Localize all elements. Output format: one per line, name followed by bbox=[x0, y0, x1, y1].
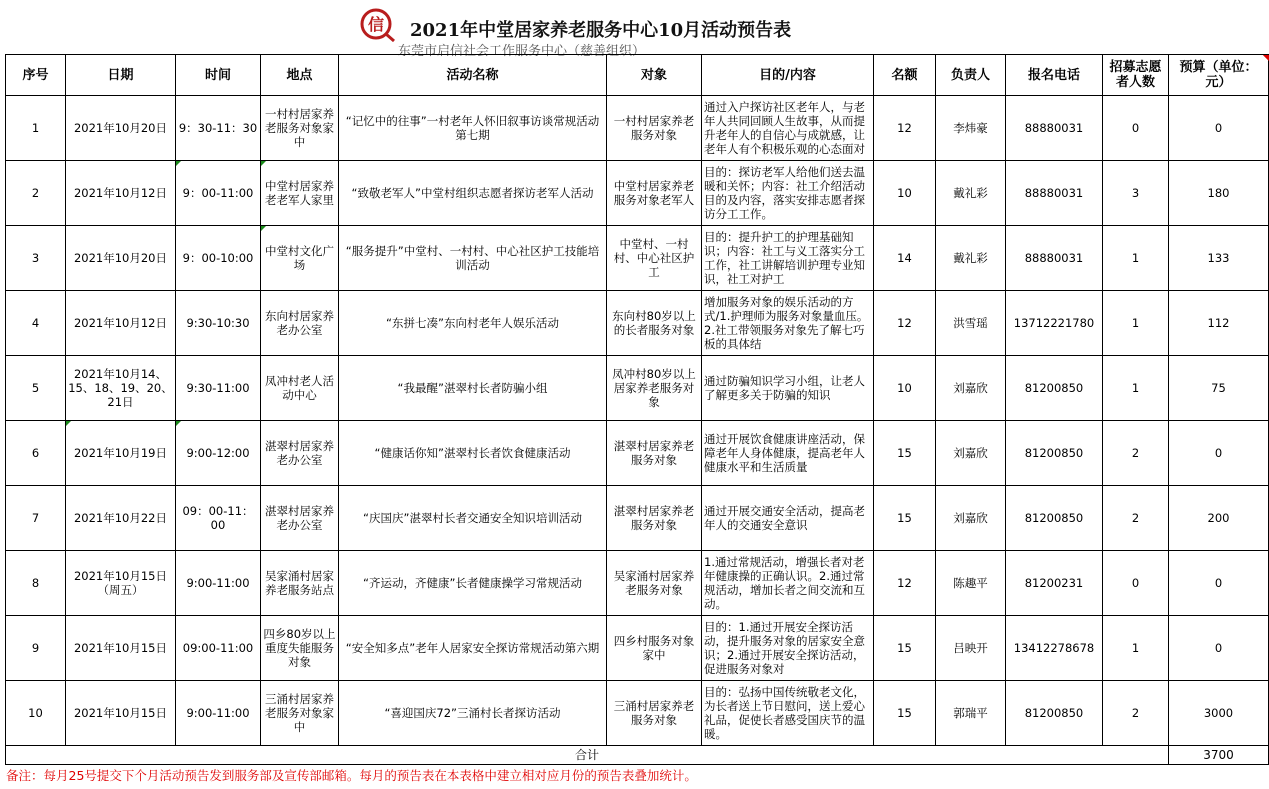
cell-no[interactable] bbox=[6, 616, 66, 681]
cell-purpose[interactable] bbox=[702, 226, 874, 291]
cell-place[interactable] bbox=[261, 356, 339, 421]
total-label[interactable]: 合计 bbox=[6, 746, 1169, 765]
cell-place-text: 吴家涌村居家养老服务站点 bbox=[265, 569, 334, 597]
cell-phone-text: 81200850 bbox=[1024, 511, 1084, 525]
total-row bbox=[6, 746, 1269, 765]
footnote: 备注：每月25号提交下个月活动预告发到服务部及宣传部邮箱。每月的预告表在本表格中建立相对应月份的预告表叠加统计。 bbox=[6, 768, 697, 783]
cell-quota-text: 12 bbox=[897, 316, 912, 330]
cell-budget-text: 133 bbox=[1207, 251, 1230, 265]
cell-volunteers[interactable] bbox=[1103, 421, 1169, 486]
activity-table bbox=[5, 54, 1269, 765]
cell-no-text: 8 bbox=[31, 576, 40, 590]
cell-purpose-text: 通过防骗知识学习小组，让老人了解更多关于防骗的知识 bbox=[704, 374, 865, 402]
cell-quota-text: 15 bbox=[897, 641, 912, 655]
cell-leader[interactable] bbox=[936, 681, 1006, 746]
cell-quota-text: 15 bbox=[897, 446, 912, 460]
cell-budget[interactable] bbox=[1169, 161, 1269, 226]
cell-phone-text: 88880031 bbox=[1024, 251, 1084, 265]
cell-activity[interactable] bbox=[339, 681, 607, 746]
cell-no[interactable] bbox=[6, 421, 66, 486]
cell-volunteers[interactable] bbox=[1103, 96, 1169, 161]
cell-time-text: 09：00-11：00 bbox=[182, 504, 254, 532]
cell-no[interactable] bbox=[6, 291, 66, 356]
cell-quota-text: 15 bbox=[897, 706, 912, 720]
cell-volunteers-text: 0 bbox=[1131, 576, 1140, 590]
cell-place-text: 凤冲村老人活动中心 bbox=[265, 374, 334, 402]
cell-date-text: 2021年10月12日 bbox=[73, 186, 168, 200]
cell-place-text: 中堂村文化广场 bbox=[265, 244, 334, 272]
col-header-budget[interactable]: 预算（单位：元） bbox=[1169, 55, 1269, 96]
cell-activity[interactable] bbox=[339, 291, 607, 356]
table-row bbox=[6, 681, 1269, 746]
cell-activity-text: “东拼七凑”东向村老年人娱乐活动 bbox=[386, 316, 559, 330]
cell-volunteers[interactable] bbox=[1103, 486, 1169, 551]
cell-target-text: 四乡村服务对象家中 bbox=[613, 634, 695, 662]
cell-place-text: 东向村居家养老办公室 bbox=[265, 309, 334, 337]
cell-time-text: 9:00-11:00 bbox=[186, 706, 250, 720]
cell-date[interactable] bbox=[66, 486, 176, 551]
cell-no-text: 10 bbox=[28, 706, 43, 720]
cell-quota[interactable] bbox=[874, 161, 936, 226]
total-budget[interactable]: 3700 bbox=[1169, 746, 1269, 765]
cell-date-text: 2021年10月19日 bbox=[73, 446, 168, 460]
cell-leader[interactable] bbox=[936, 616, 1006, 681]
cell-leader-text: 刘嘉欣 bbox=[953, 381, 988, 395]
cell-budget[interactable] bbox=[1169, 486, 1269, 551]
cell-target[interactable] bbox=[607, 161, 702, 226]
cell-purpose[interactable] bbox=[702, 96, 874, 161]
cell-purpose[interactable] bbox=[702, 681, 874, 746]
cell-activity[interactable] bbox=[339, 356, 607, 421]
cell-place[interactable] bbox=[261, 551, 339, 616]
cell-purpose[interactable] bbox=[702, 356, 874, 421]
cell-phone[interactable] bbox=[1006, 486, 1103, 551]
cell-purpose-text: 目的：提升护工的护理基础知识；内容：社工与义工落实分工工作，社工讲解培训护理专业知识，社工对护工 bbox=[704, 230, 865, 286]
cell-no-text: 9 bbox=[31, 641, 40, 655]
cell-time[interactable] bbox=[176, 681, 261, 746]
cell-time[interactable] bbox=[176, 226, 261, 291]
cell-date-text: 2021年10月22日 bbox=[73, 511, 168, 525]
cell-activity[interactable] bbox=[339, 226, 607, 291]
table-row bbox=[6, 291, 1269, 356]
col-header-date[interactable]: 日期 bbox=[66, 55, 176, 96]
cell-leader[interactable] bbox=[936, 96, 1006, 161]
col-header-place[interactable]: 地点 bbox=[261, 55, 339, 96]
cell-quota[interactable] bbox=[874, 96, 936, 161]
cell-phone[interactable] bbox=[1006, 356, 1103, 421]
cell-volunteers[interactable] bbox=[1103, 356, 1169, 421]
cell-place[interactable] bbox=[261, 421, 339, 486]
cell-leader[interactable] bbox=[936, 551, 1006, 616]
cell-activity-text: “致敬老军人”中堂村组织志愿者探访老军人活动 bbox=[351, 186, 594, 200]
cell-place[interactable] bbox=[261, 161, 339, 226]
cell-budget[interactable] bbox=[1169, 356, 1269, 421]
cell-quota-text: 10 bbox=[897, 381, 912, 395]
cell-target-text: 吴家涌村居家养老服务对象 bbox=[613, 569, 695, 597]
cell-purpose-text: 目的：探访老军人给他们送去温暖和关怀；内容：社工介绍活动目的及内容，落实安排志愿者探访分工工作。 bbox=[704, 165, 865, 221]
cell-time[interactable] bbox=[176, 291, 261, 356]
cell-place-text: 中堂村居家养老老军人家里 bbox=[265, 179, 334, 207]
cell-quota-text: 12 bbox=[897, 576, 912, 590]
cell-quota[interactable] bbox=[874, 356, 936, 421]
col-header-target[interactable]: 对象 bbox=[607, 55, 702, 96]
cell-place[interactable] bbox=[261, 226, 339, 291]
cell-date-text: 2021年10月15日 bbox=[73, 641, 168, 655]
cell-no-text: 7 bbox=[31, 511, 40, 525]
cell-activity-text: “安全知多点”老年人居家安全探访常规活动第六期 bbox=[345, 641, 600, 655]
cell-purpose-text: 目的：弘扬中国传统敬老文化，为长者送上节日慰问，送上爱心礼品，促使长者感受国庆节的温暖。 bbox=[704, 685, 865, 741]
cell-phone-text: 88880031 bbox=[1024, 186, 1084, 200]
cell-date[interactable] bbox=[66, 616, 176, 681]
cell-time[interactable] bbox=[176, 96, 261, 161]
cell-phone[interactable] bbox=[1006, 96, 1103, 161]
cell-activity-text: “齐运动，齐健康”长者健康操学习常规活动 bbox=[363, 576, 582, 590]
cell-target-text: 湛翠村居家养老服务对象 bbox=[613, 504, 695, 532]
cell-no-text: 5 bbox=[31, 381, 40, 395]
cell-quota-text: 15 bbox=[897, 511, 912, 525]
cell-budget-text: 200 bbox=[1207, 511, 1230, 525]
cell-no-text: 6 bbox=[31, 446, 40, 460]
cell-target[interactable] bbox=[607, 291, 702, 356]
cell-no[interactable] bbox=[6, 96, 66, 161]
cell-budget[interactable] bbox=[1169, 616, 1269, 681]
cell-phone[interactable] bbox=[1006, 161, 1103, 226]
cell-time-text: 9：00-11:00 bbox=[182, 186, 254, 200]
page-subtitle: 东莞市启信社会工作服务中心（慈善组织） bbox=[398, 44, 646, 59]
cell-activity-text: “喜迎国庆72”三涌村长者探访活动 bbox=[384, 706, 561, 720]
cell-leader-text: 吕映开 bbox=[953, 641, 988, 655]
cell-phone[interactable] bbox=[1006, 421, 1103, 486]
cell-target[interactable] bbox=[607, 681, 702, 746]
cell-purpose-text: 通过入户探访社区老年人，与老年人共同回顾人生故事，从而提升老年人的自信心与成就感，让老年人有个积极乐观的心态面对 bbox=[704, 100, 865, 156]
cell-date-text: 2021年10月12日 bbox=[73, 316, 168, 330]
cell-budget-text: 0 bbox=[1214, 446, 1223, 460]
table-row bbox=[6, 616, 1269, 681]
cell-no-text: 2 bbox=[31, 186, 40, 200]
title-area bbox=[0, 0, 1269, 59]
cell-budget[interactable] bbox=[1169, 226, 1269, 291]
cell-budget[interactable] bbox=[1169, 421, 1269, 486]
cell-date-text: 2021年10月20日 bbox=[73, 251, 168, 265]
cell-volunteers[interactable] bbox=[1103, 616, 1169, 681]
cell-purpose[interactable] bbox=[702, 291, 874, 356]
cell-no[interactable] bbox=[6, 486, 66, 551]
cell-date[interactable] bbox=[66, 681, 176, 746]
cell-budget[interactable] bbox=[1169, 291, 1269, 356]
cell-leader-text: 李炜豪 bbox=[953, 121, 988, 135]
cell-target[interactable] bbox=[607, 226, 702, 291]
table-row bbox=[6, 356, 1269, 421]
cell-budget[interactable] bbox=[1169, 551, 1269, 616]
cell-phone-text: 81200850 bbox=[1024, 381, 1084, 395]
cell-date[interactable] bbox=[66, 291, 176, 356]
cell-volunteers-text: 0 bbox=[1131, 121, 1140, 135]
cell-volunteers-text: 1 bbox=[1131, 641, 1140, 655]
cell-place-text: 一村村居家养老服务对象家中 bbox=[265, 107, 334, 149]
cell-time-text: 9:30-11:00 bbox=[186, 381, 250, 395]
cell-volunteers-text: 1 bbox=[1131, 316, 1140, 330]
cell-place-text: 四乡80岁以上重度失能服务对象 bbox=[263, 627, 336, 669]
cell-date-text: 2021年10月15日（周五） bbox=[73, 569, 168, 597]
cell-quota[interactable] bbox=[874, 421, 936, 486]
cell-target-text: 东向村80岁以上的长者服务对象 bbox=[612, 309, 696, 337]
cell-quota-text: 14 bbox=[897, 251, 912, 265]
cell-date[interactable] bbox=[66, 356, 176, 421]
cell-target-text: 中堂村居家养老服务对象老军人 bbox=[613, 179, 695, 207]
cell-phone[interactable] bbox=[1006, 681, 1103, 746]
cell-quota[interactable] bbox=[874, 551, 936, 616]
cell-phone-text: 88880031 bbox=[1024, 121, 1084, 135]
col-header-time[interactable]: 时间 bbox=[176, 55, 261, 96]
cell-date[interactable] bbox=[66, 551, 176, 616]
cell-phone[interactable] bbox=[1006, 226, 1103, 291]
cell-quota[interactable] bbox=[874, 681, 936, 746]
cell-leader-text: 刘嘉欣 bbox=[953, 446, 988, 460]
cell-budget-text: 75 bbox=[1211, 381, 1226, 395]
cell-phone-text: 13412278678 bbox=[1013, 641, 1095, 655]
col-header-quota[interactable]: 名额 bbox=[874, 55, 936, 96]
table-row bbox=[6, 226, 1269, 291]
cell-target-text: 三涌村居家养老服务对象 bbox=[613, 699, 695, 727]
cell-purpose[interactable] bbox=[702, 551, 874, 616]
table-row bbox=[6, 161, 1269, 226]
cell-target-text: 湛翠村居家养老服务对象 bbox=[613, 439, 695, 467]
cell-quota-text: 12 bbox=[897, 121, 912, 135]
cell-target-text: 一村村居家养老服务对象 bbox=[613, 114, 695, 142]
cell-time[interactable] bbox=[176, 356, 261, 421]
cell-purpose[interactable] bbox=[702, 161, 874, 226]
cell-target[interactable] bbox=[607, 486, 702, 551]
cell-time[interactable] bbox=[176, 161, 261, 226]
cell-time[interactable] bbox=[176, 486, 261, 551]
cell-activity[interactable] bbox=[339, 551, 607, 616]
cell-date[interactable] bbox=[66, 226, 176, 291]
cell-phone-text: 81200231 bbox=[1024, 576, 1084, 590]
cell-activity[interactable] bbox=[339, 421, 607, 486]
cell-no[interactable] bbox=[6, 161, 66, 226]
cell-date-text: 2021年10月14、15、18、19、20、21日 bbox=[68, 367, 173, 409]
cell-activity-text: “服务提升”中堂村、一村村、中心社区护工技能培训活动 bbox=[345, 244, 600, 272]
cell-target[interactable] bbox=[607, 421, 702, 486]
cell-no-text: 1 bbox=[31, 121, 40, 135]
cell-volunteers[interactable] bbox=[1103, 681, 1169, 746]
cell-target[interactable] bbox=[607, 551, 702, 616]
cell-activity[interactable] bbox=[339, 96, 607, 161]
cell-budget[interactable] bbox=[1169, 96, 1269, 161]
cell-target-text: 中堂村、一村村、中心社区护工 bbox=[613, 237, 695, 279]
header-row bbox=[6, 55, 1269, 96]
cell-no[interactable] bbox=[6, 681, 66, 746]
cell-budget-text: 0 bbox=[1214, 641, 1223, 655]
col-header-leader[interactable]: 负责人 bbox=[936, 55, 1006, 96]
cell-volunteers[interactable] bbox=[1103, 226, 1169, 291]
cell-volunteers-text: 2 bbox=[1131, 511, 1140, 525]
cell-leader-text: 陈趣平 bbox=[953, 576, 988, 590]
cell-volunteers[interactable] bbox=[1103, 161, 1169, 226]
cell-leader[interactable] bbox=[936, 226, 1006, 291]
cell-volunteers-text: 1 bbox=[1131, 381, 1140, 395]
cell-quota[interactable] bbox=[874, 226, 936, 291]
cell-budget-text: 0 bbox=[1214, 576, 1223, 590]
cell-activity[interactable] bbox=[339, 486, 607, 551]
cell-purpose-text: 通过开展交通安全活动，提高老年人的交通安全意识 bbox=[704, 504, 865, 532]
cell-budget[interactable] bbox=[1169, 681, 1269, 746]
cell-no[interactable] bbox=[6, 551, 66, 616]
cell-activity-text: “我最醒”湛翠村长者防骗小组 bbox=[397, 381, 548, 395]
cell-quota[interactable] bbox=[874, 486, 936, 551]
cell-no-text: 4 bbox=[31, 316, 40, 330]
logo-char: 信 bbox=[367, 15, 385, 34]
table-row bbox=[6, 551, 1269, 616]
page-title: 2021年中堂居家养老服务中心10月活动预告表 bbox=[410, 20, 792, 41]
cell-place[interactable] bbox=[261, 291, 339, 356]
cell-place[interactable] bbox=[261, 681, 339, 746]
table-row bbox=[6, 421, 1269, 486]
cell-purpose[interactable] bbox=[702, 616, 874, 681]
cell-activity[interactable] bbox=[339, 161, 607, 226]
cell-leader-text: 戴礼彩 bbox=[953, 251, 988, 265]
cell-activity-text: “健康话你知”湛翠村长者饮食健康活动 bbox=[374, 446, 571, 460]
cell-phone-text: 13712221780 bbox=[1013, 316, 1095, 330]
cell-target[interactable] bbox=[607, 96, 702, 161]
cell-leader[interactable] bbox=[936, 291, 1006, 356]
cell-time-text: 9：00-10:00 bbox=[182, 251, 254, 265]
cell-no-text: 3 bbox=[31, 251, 40, 265]
cell-purpose-text: 1.通过常规活动，增强长者对老年健康操的正确认识。2.通过常规活动，增加长者之间交流和互动。 bbox=[704, 555, 865, 611]
cell-volunteers[interactable] bbox=[1103, 551, 1169, 616]
cell-leader[interactable] bbox=[936, 486, 1006, 551]
cell-leader-text: 戴礼彩 bbox=[953, 186, 988, 200]
cell-target-text: 凤冲村80岁以上居家养老服务对象 bbox=[612, 367, 696, 409]
cell-target[interactable] bbox=[607, 616, 702, 681]
cell-time-text: 09:00-11:00 bbox=[182, 641, 254, 655]
cell-place-text: 三涌村居家养老服务对象家中 bbox=[265, 692, 334, 734]
cell-budget-text: 3000 bbox=[1203, 706, 1234, 720]
cell-time[interactable] bbox=[176, 421, 261, 486]
cell-leader-text: 郭瑞平 bbox=[953, 706, 988, 720]
cell-no[interactable] bbox=[6, 356, 66, 421]
cell-leader[interactable] bbox=[936, 161, 1006, 226]
cell-leader[interactable] bbox=[936, 421, 1006, 486]
cell-activity-text: “记忆中的往事”一村老年人怀旧叙事访谈常规活动 第七期 bbox=[345, 114, 600, 142]
cell-leader-text: 洪雪瑶 bbox=[953, 316, 988, 330]
cell-purpose-text: 目的：1.通过开展安全探访活动，提升服务对象的居家安全意识；2.通过开展安全探访活动，促进服务对象对 bbox=[704, 620, 865, 676]
cell-leader[interactable] bbox=[936, 356, 1006, 421]
cell-date[interactable] bbox=[66, 161, 176, 226]
cell-place[interactable] bbox=[261, 616, 339, 681]
cell-purpose[interactable] bbox=[702, 486, 874, 551]
cell-activity-text: “庆国庆”湛翠村长者交通安全知识培训活动 bbox=[363, 511, 582, 525]
cell-phone[interactable] bbox=[1006, 551, 1103, 616]
table-row bbox=[6, 486, 1269, 551]
cell-budget-text: 180 bbox=[1207, 186, 1230, 200]
cell-no[interactable] bbox=[6, 226, 66, 291]
cell-time[interactable] bbox=[176, 616, 261, 681]
cell-time[interactable] bbox=[176, 551, 261, 616]
cell-phone-text: 81200850 bbox=[1024, 446, 1084, 460]
cell-budget-text: 0 bbox=[1214, 121, 1223, 135]
cell-time-text: 9:30-10:30 bbox=[186, 316, 250, 330]
cell-place-text: 湛翠村居家养老办公室 bbox=[265, 439, 334, 467]
cell-date-text: 2021年10月20日 bbox=[73, 121, 168, 135]
cell-purpose-text: 通过开展饮食健康讲座活动，保障老年人身体健康，提高老年人健康水平和生活质量 bbox=[704, 432, 865, 474]
cell-budget-text: 112 bbox=[1207, 316, 1230, 330]
cell-place-text: 湛翠村居家养老办公室 bbox=[265, 504, 334, 532]
cell-volunteers[interactable] bbox=[1103, 291, 1169, 356]
cell-phone-text: 81200850 bbox=[1024, 706, 1084, 720]
col-header-purpose[interactable]: 目的/内容 bbox=[702, 55, 874, 96]
cell-quota-text: 10 bbox=[897, 186, 912, 200]
cell-place[interactable] bbox=[261, 486, 339, 551]
logo bbox=[358, 8, 396, 42]
cell-place[interactable] bbox=[261, 96, 339, 161]
table-row bbox=[6, 96, 1269, 161]
col-header-no[interactable]: 序号 bbox=[6, 55, 66, 96]
cell-phone[interactable] bbox=[1006, 616, 1103, 681]
cell-time-text: 9:00-11:00 bbox=[186, 576, 250, 590]
cell-quota[interactable] bbox=[874, 291, 936, 356]
cell-activity[interactable] bbox=[339, 616, 607, 681]
col-header-activity[interactable]: 活动名称 bbox=[339, 55, 607, 96]
col-header-phone[interactable]: 报名电话 bbox=[1006, 55, 1103, 96]
cell-time-text: 9:00-12:00 bbox=[186, 446, 250, 460]
cell-purpose-text: 增加服务对象的娱乐活动的方式/1.护理师为服务对象量血压。2.社工带领服务对象先了解七巧板的具体结 bbox=[704, 295, 869, 351]
cell-date[interactable] bbox=[66, 96, 176, 161]
cell-target[interactable] bbox=[607, 356, 702, 421]
cell-leader-text: 刘嘉欣 bbox=[953, 511, 988, 525]
cell-purpose[interactable] bbox=[702, 421, 874, 486]
cell-volunteers-text: 3 bbox=[1131, 186, 1140, 200]
cell-time-text: 9：30-11：30 bbox=[178, 121, 258, 135]
cell-date[interactable] bbox=[66, 421, 176, 486]
col-header-volunteers[interactable]: 招募志愿者人数 bbox=[1103, 55, 1169, 96]
cell-date-text: 2021年10月15日 bbox=[73, 706, 168, 720]
cell-phone[interactable] bbox=[1006, 291, 1103, 356]
cell-quota[interactable] bbox=[874, 616, 936, 681]
cell-volunteers-text: 1 bbox=[1131, 251, 1140, 265]
cell-volunteers-text: 2 bbox=[1131, 446, 1140, 460]
cell-volunteers-text: 2 bbox=[1131, 706, 1140, 720]
